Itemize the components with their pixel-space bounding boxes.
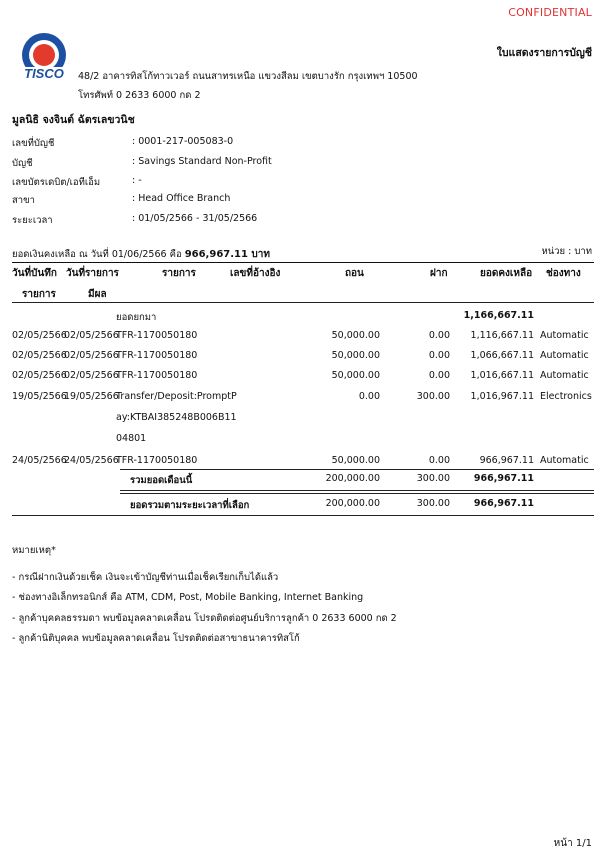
cell-date-txn: 02/05/2566 xyxy=(64,370,119,381)
cell-date-record: 24/05/2566 xyxy=(12,455,67,466)
cell-desc: Transfer/Deposit:PromptP xyxy=(116,391,237,402)
cell-desc: TFR-1170050180 xyxy=(116,350,198,361)
cell-channel: Electronics xyxy=(540,391,592,402)
header-balance: ยอดคงเหลือ xyxy=(480,268,533,279)
table-row xyxy=(12,330,594,346)
cell-desc: TFR-1170050180 xyxy=(116,455,198,466)
cell-balance: 1,066,667.11 xyxy=(470,350,534,361)
table-row-month-total xyxy=(12,473,594,489)
document-title: ใบแสดงรายการบัญชี xyxy=(496,47,592,59)
header-effective: มีผล xyxy=(88,289,107,300)
month-total-withdraw: 200,000.00 xyxy=(325,473,380,484)
table-row-period-total xyxy=(12,498,594,514)
header-withdraw: ถอน xyxy=(345,268,364,279)
period-value: : 01/05/2566 - 31/05/2566 xyxy=(132,213,258,224)
note-item: - กรณีฝากเงินด้วยเช็ค เงินจะเข้าบัญชีท่านเมื่อเช็คเรียกเก็บได้แล้ว xyxy=(12,572,279,583)
cell-withdraw: 50,000.00 xyxy=(331,455,380,466)
cell-deposit: 300.00 xyxy=(416,391,450,402)
table-bottom-rule xyxy=(12,515,594,516)
period-total-rule xyxy=(120,490,594,491)
cell-desc-continued: 04801 xyxy=(116,433,147,444)
period-total-deposit: 300.00 xyxy=(416,498,450,509)
period-total-balance: 966,967.11 xyxy=(473,498,534,509)
balance-summary-amount: 966,967.11 บาท xyxy=(184,249,270,260)
cell-channel: Automatic xyxy=(540,350,589,361)
cell-balance: 1,016,667.11 xyxy=(470,370,534,381)
cell-date-txn: 02/05/2566 xyxy=(64,330,119,341)
cell-deposit: 0.00 xyxy=(428,330,450,341)
cell-deposit: 0.00 xyxy=(428,455,450,466)
header-desc: รายการ xyxy=(162,268,196,279)
brought-forward-balance: 1,166,667.11 xyxy=(463,310,534,321)
table-top-rule xyxy=(12,262,594,263)
cell-balance: 1,116,667.11 xyxy=(470,330,534,341)
header-ref: เลขที่อ้างอิง xyxy=(230,268,281,279)
cell-desc-continued: ay:KTBAI385248B006B11 xyxy=(116,412,237,423)
table-row xyxy=(12,370,594,386)
cell-desc: TFR-1170050180 xyxy=(116,370,198,381)
table-row xyxy=(12,350,594,366)
note-item: - ช่องทางอิเล็กทรอนิกส์ คือ ATM, CDM, Post, Mobile Banking, Internet Banking xyxy=(12,592,364,603)
cell-withdraw: 50,000.00 xyxy=(331,350,380,361)
cell-date-record: 02/05/2566 xyxy=(12,330,67,341)
cell-withdraw: 50,000.00 xyxy=(331,330,380,341)
table-header-rule xyxy=(12,302,594,303)
bank-phone: โทรศัพท์ 0 2633 6000 กด 2 xyxy=(78,90,201,101)
cell-date-record: 02/05/2566 xyxy=(12,350,67,361)
cell-deposit: 0.00 xyxy=(428,350,450,361)
month-total-label: รวมยอดเดือนนี้ xyxy=(130,475,193,486)
account-number-value: : 0001-217-005083-0 xyxy=(132,136,234,147)
header-date-record: วันที่บันทึก xyxy=(12,268,57,279)
table-row xyxy=(12,391,594,447)
page-number: หน้า 1/1 xyxy=(553,838,592,849)
cell-deposit: 0.00 xyxy=(428,370,450,381)
note-item: - ลูกค้าบุคคลธรรมดา พบข้อมูลคลาดเคลื่อน โปรดติดต่อศูนย์บริการลูกค้า 0 2633 6000 กด 2 xyxy=(12,613,397,624)
header-date-txn: วันที่รายการ xyxy=(66,268,119,279)
customer-name: มูลนิธิ จงจินต์ ฉัตรเลขวนิช xyxy=(12,114,135,126)
logo-wordmark: TISCO xyxy=(24,66,64,81)
card-number-value: : - xyxy=(132,175,142,186)
account-number-label: เลขที่บัญชี xyxy=(12,138,55,149)
tisco-logo xyxy=(17,30,71,84)
cell-date-txn: 02/05/2566 xyxy=(64,350,119,361)
period-label: ระยะเวลา xyxy=(12,215,53,226)
period-total-label: ยอดรวมตามระยะเวลาที่เลือก xyxy=(130,500,250,511)
branch-value: : Head Office Branch xyxy=(132,193,231,204)
cell-date-record: 02/05/2566 xyxy=(12,370,67,381)
month-total-rule xyxy=(120,469,594,470)
cell-withdraw: 50,000.00 xyxy=(331,370,380,381)
month-total-deposit: 300.00 xyxy=(416,473,450,484)
period-total-rule-2 xyxy=(120,493,594,494)
cell-date-txn: 24/05/2566 xyxy=(64,455,119,466)
confidential-label: CONFIDENTIAL xyxy=(508,6,592,19)
cell-date-record: 19/05/2566 xyxy=(12,391,67,402)
cell-channel: Automatic xyxy=(540,330,589,341)
header-channel: ช่องทาง xyxy=(546,268,581,279)
card-number-label: เลขบัตรเดบิต/เอทีเอ็ม xyxy=(12,177,101,188)
cell-date-txn: 19/05/2566 xyxy=(64,391,119,402)
header-deposit: ฝาก xyxy=(430,268,448,279)
cell-desc: TFR-1170050180 xyxy=(116,330,198,341)
note-item: - ลูกค้านิติบุคคล พบข้อมูลคลาดเคลื่อน โปรดติดต่อสาขาธนาคารทิสโก้ xyxy=(12,633,300,644)
account-type-label: บัญชี xyxy=(12,158,33,169)
balance-summary xyxy=(12,247,270,262)
cell-channel: Automatic xyxy=(540,370,589,381)
bank-address: 48/2 อาคารทิสโก้ทาวเวอร์ ถนนสาทรเหนือ แขวงสีลม เขตบางรัก กรุงเทพฯ 10500 xyxy=(78,71,418,82)
unit-label: หน่วย : บาท xyxy=(541,246,592,257)
cell-withdraw: 0.00 xyxy=(358,391,380,402)
header-desc-2: รายการ xyxy=(22,289,56,300)
period-total-withdraw: 200,000.00 xyxy=(325,498,380,509)
cell-channel: Automatic xyxy=(540,455,589,466)
table-row-brought-forward xyxy=(12,310,594,326)
cell-balance: 966,967.11 xyxy=(479,455,534,466)
branch-label: สาขา xyxy=(12,195,35,206)
account-type-value: : Savings Standard Non-Profit xyxy=(132,156,272,167)
notes-title: หมายเหตุ* xyxy=(12,545,56,556)
cell-balance: 1,016,967.11 xyxy=(470,391,534,402)
month-total-balance: 966,967.11 xyxy=(473,473,534,484)
brought-forward-label: ยอดยกมา xyxy=(116,312,157,323)
balance-summary-prefix: ยอดเงินคงเหลือ ณ วันที่ 01/06/2566 คือ xyxy=(12,249,182,260)
